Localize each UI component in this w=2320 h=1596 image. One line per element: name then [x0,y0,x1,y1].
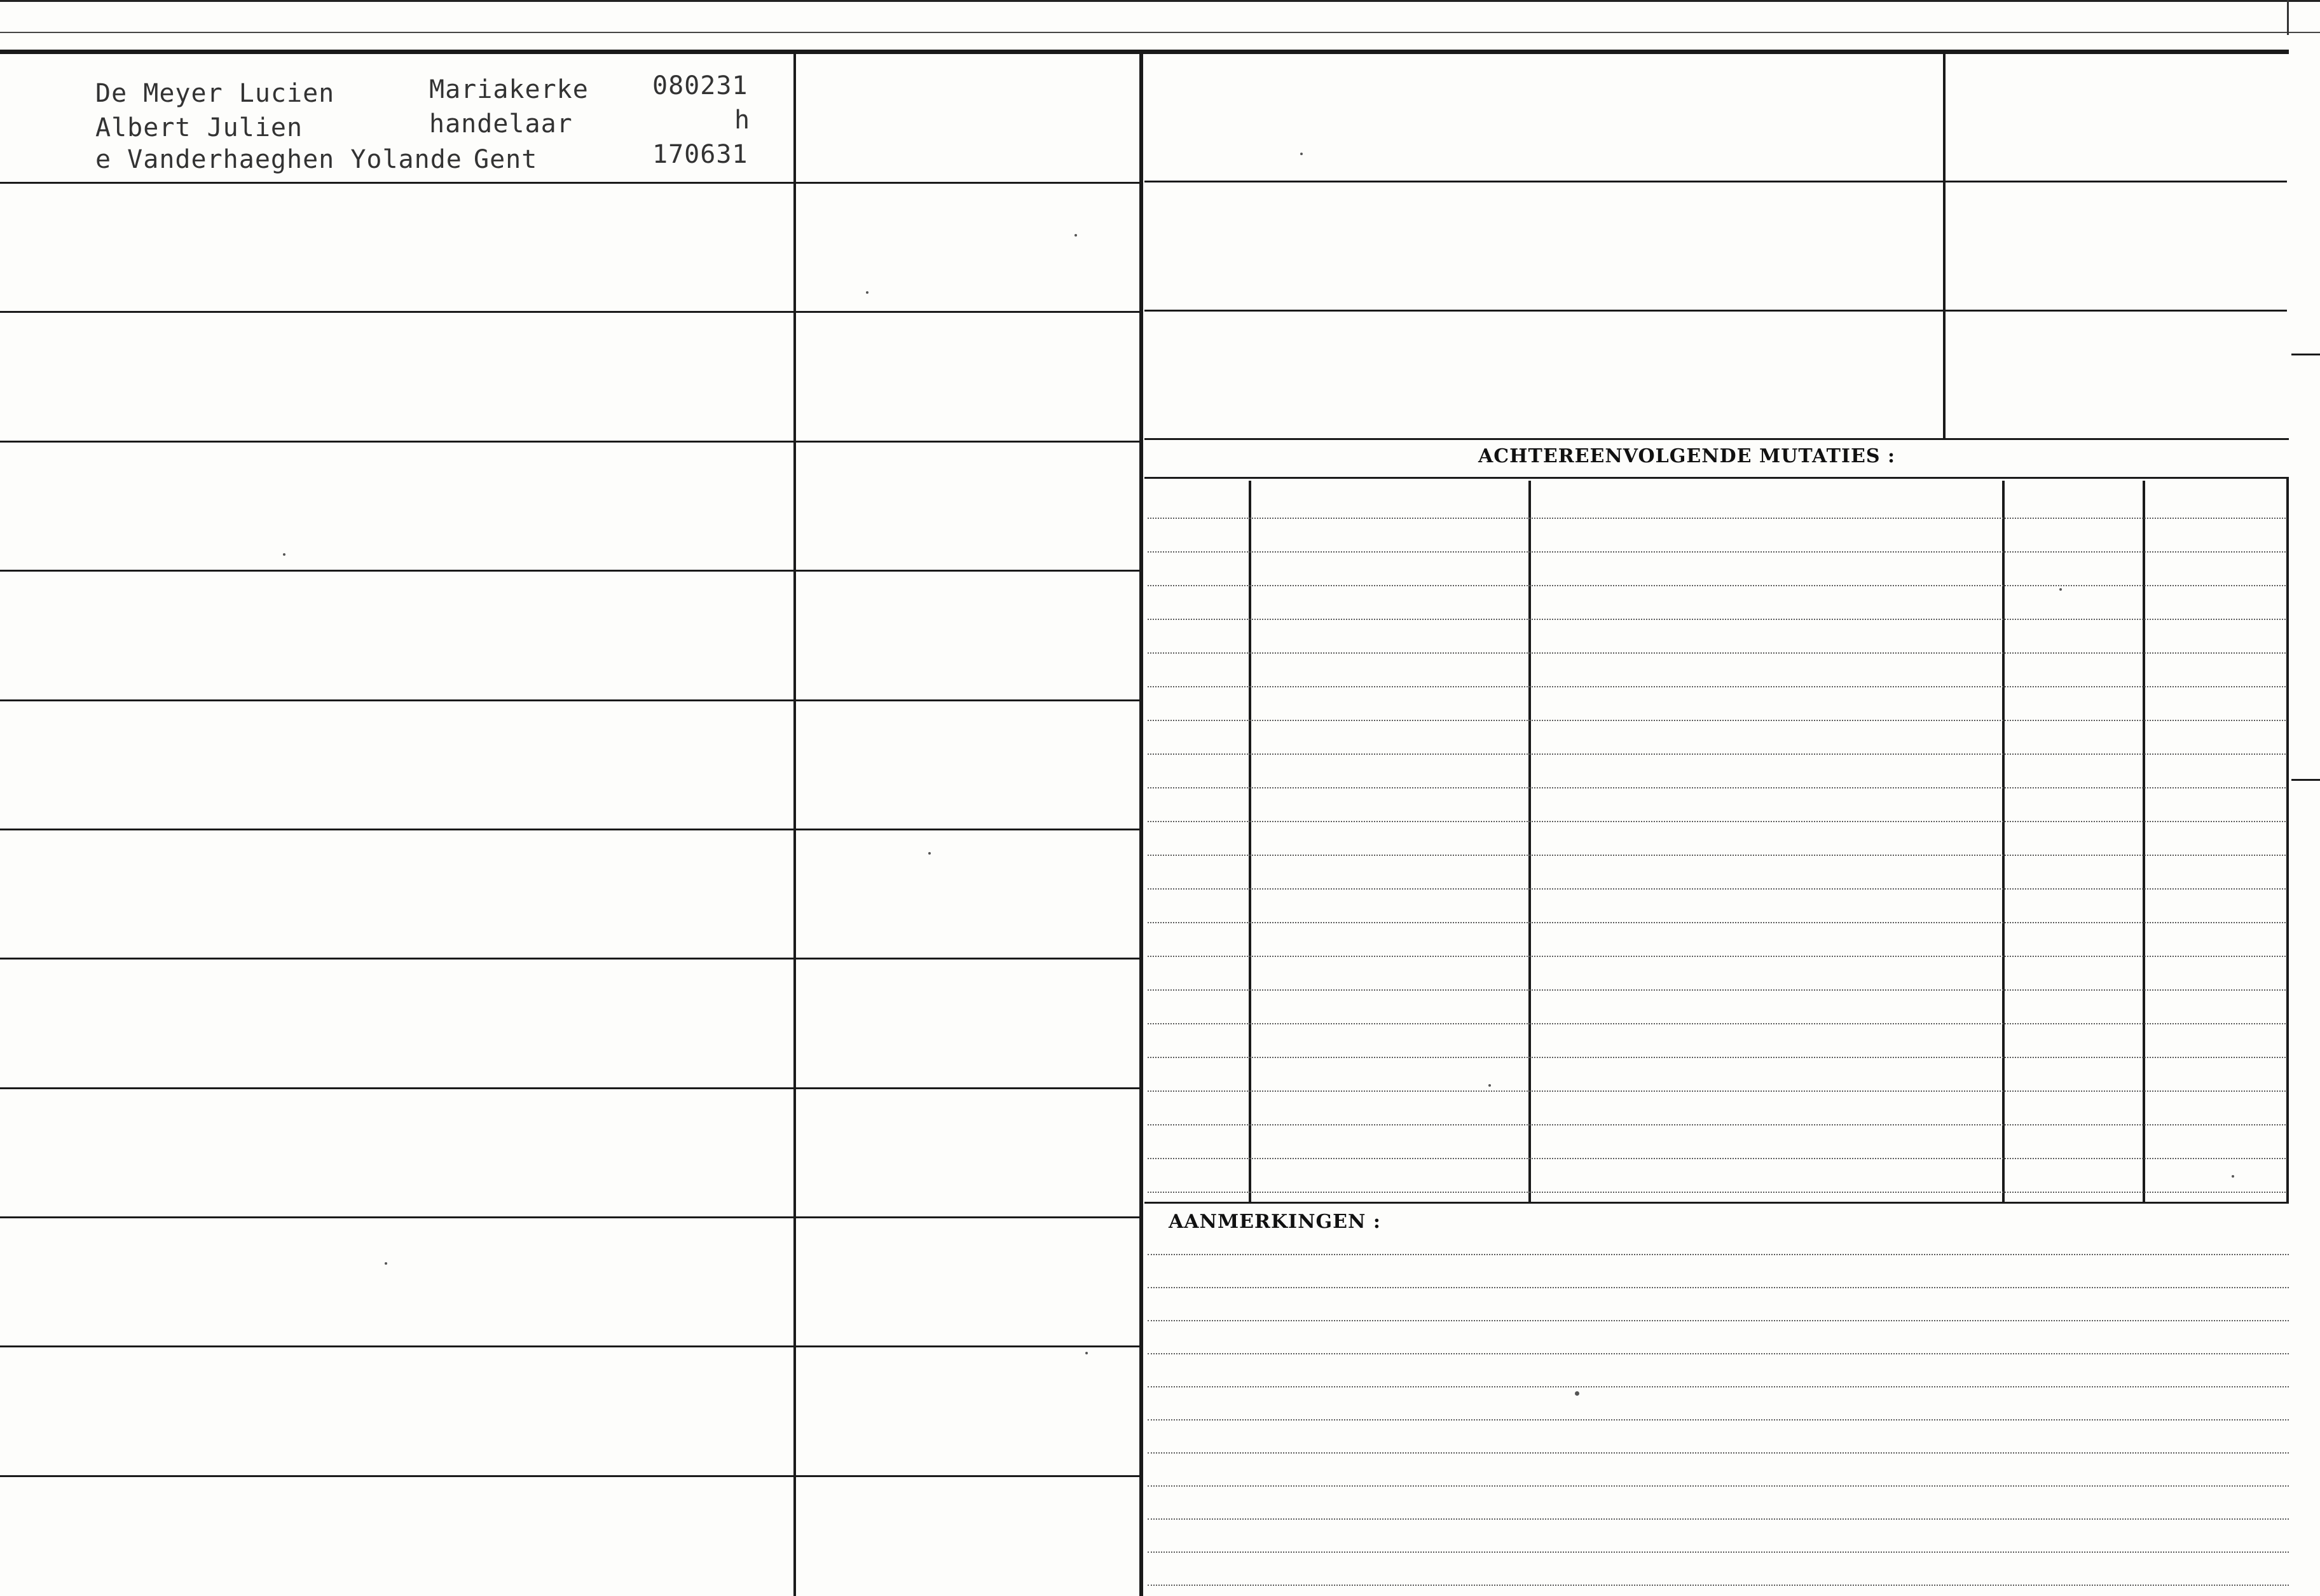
remarks-heading: AANMERKINGEN : [1169,1211,1381,1233]
upper-block-line [1144,310,2287,312]
record-name-2: Albert Julien [95,113,303,142]
mutations-row-line [1148,922,2286,923]
scan-speck [283,553,285,556]
remarks-line [1148,1419,2289,1421]
scan-speck [1074,234,1077,237]
scan-speck [2232,1175,2234,1178]
mutations-row-line [1148,1192,2286,1193]
remarks-line [1148,1254,2289,1255]
record-date-1: 080231 [652,71,748,100]
record-name-3: e Vanderhaeghen Yolande [95,145,462,174]
mutations-row-line [1148,686,2286,687]
register-column-divider [793,53,796,1596]
record-date-3: 170631 [652,140,748,169]
scan-speck [1488,1084,1491,1087]
record-status: h [734,106,751,135]
scan-speck [2059,588,2062,591]
register-row-line [0,311,1141,313]
upper-block-divider [1943,53,1946,439]
mutations-row-line [1148,518,2286,519]
mutations-row-line [1148,551,2286,553]
scan-speck [1300,153,1303,155]
register-row-line [0,1345,1141,1347]
upper-block-line [1144,181,2287,182]
record-place-3: Gent [474,145,538,174]
register-row-line [0,958,1141,960]
mutations-column-divider [1249,481,1251,1204]
mutations-row-line [1148,720,2286,721]
scan-speck [1575,1391,1579,1396]
remarks-line [1148,1452,2289,1454]
mutations-column-divider [2143,481,2145,1204]
scan-speck [1085,1352,1088,1354]
remarks-line [1148,1353,2289,1354]
register-right-border [1139,53,1143,1596]
top-right-edge [2287,0,2289,35]
top-heavy-line [0,50,2289,54]
mutations-row-line [1148,585,2286,586]
scan-speck [928,852,931,855]
mutations-row-line [1148,787,2286,788]
mutations-row-line [1148,855,2286,856]
register-row-line [0,182,1141,184]
mutations-row-line [1148,753,2286,755]
right-margin-tick [2291,354,2320,355]
right-margin-tick [2291,779,2320,781]
mutations-row-line [1148,1124,2286,1125]
remarks-line [1148,1585,2289,1586]
register-row-line [0,1087,1141,1089]
remarks-line [1148,1320,2289,1321]
mutations-row-line [1148,619,2286,620]
mutations-bottom-line [1144,1202,2289,1204]
mutations-row-line [1148,821,2286,822]
record-name-1: De Meyer Lucien [95,79,335,108]
top-border-line [0,0,2320,2]
register-row-line [0,699,1141,701]
record-place-1: Mariakerke [429,75,589,104]
scan-speck [385,1262,387,1265]
remarks-line [1148,1287,2289,1288]
mutations-row-line [1148,888,2286,890]
register-row-line [0,441,1141,443]
remarks-line [1148,1551,2289,1553]
register-row-line [0,570,1141,572]
mutations-row-line [1148,1090,2286,1092]
top-thin-line [0,32,2320,33]
remarks-line [1148,1485,2289,1487]
mutations-column-divider [2002,481,2005,1204]
upper-block-bottom [1144,438,2289,440]
mutations-right-border [2286,477,2289,1204]
register-row-line [0,829,1141,830]
record-occupation: handelaar [429,109,573,139]
remarks-line [1148,1386,2289,1387]
register-row-line [0,1475,1141,1477]
mutations-row-line [1148,956,2286,957]
mutations-row-line [1148,652,2286,654]
mutations-row-line [1148,1023,2286,1024]
mutations-header-line [1144,477,2289,479]
mutations-row-line [1148,989,2286,991]
mutations-column-divider [1528,481,1531,1204]
mutations-row-line [1148,1158,2286,1159]
remarks-line [1148,1518,2289,1520]
scan-speck [866,291,868,294]
mutations-heading: ACHTEREENVOLGENDE MUTATIES : [1478,445,1896,467]
mutations-row-line [1148,1057,2286,1058]
register-row-line [0,1216,1141,1218]
